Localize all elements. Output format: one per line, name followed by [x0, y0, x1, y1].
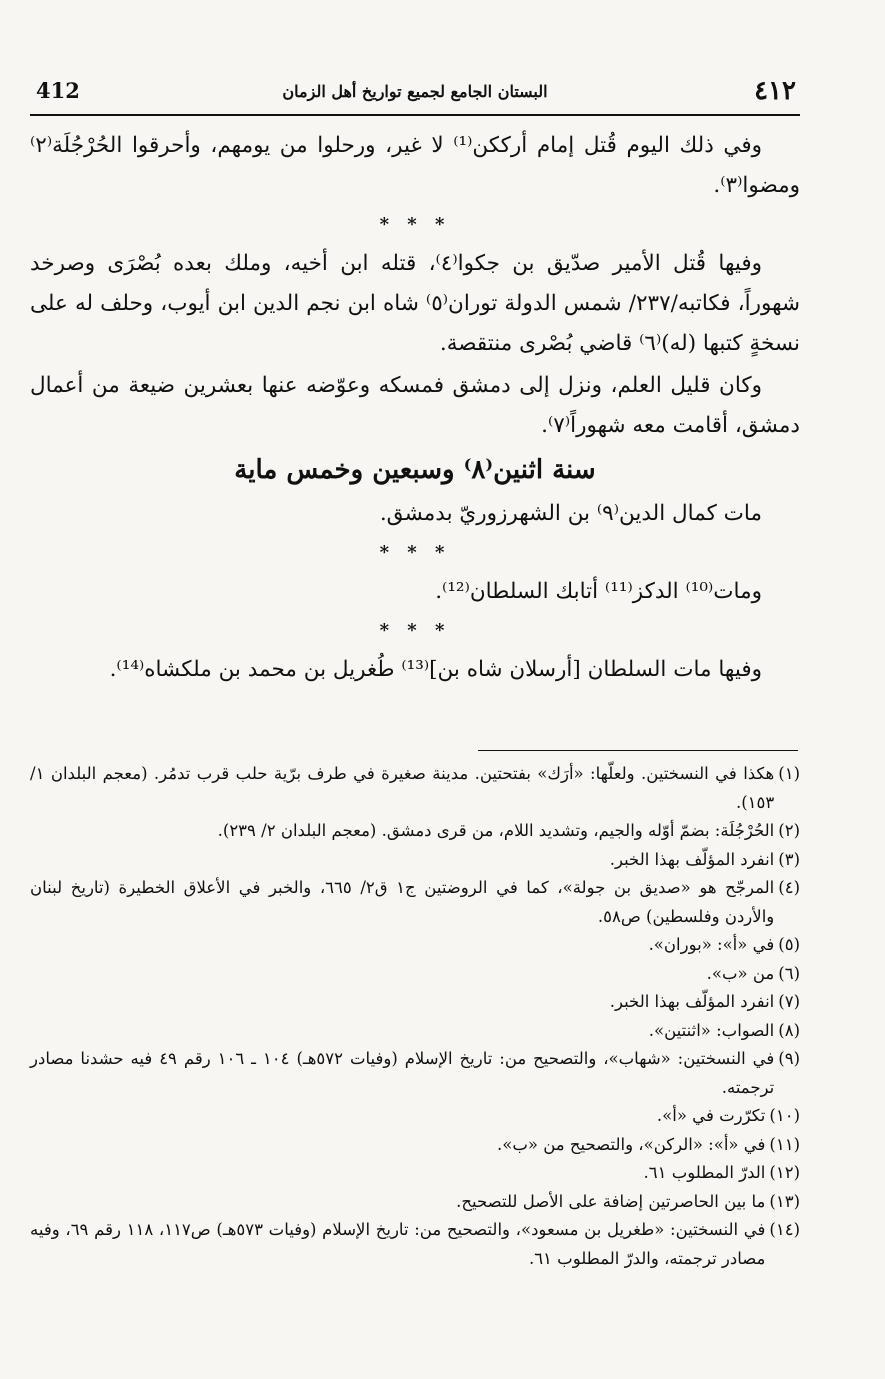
footnote-item: [30, 817, 800, 846]
footnote-number: (٩): [778, 1049, 800, 1068]
footnote-text: المرجّح هو «صديق بن جولة»، كما في الروضتين ج١ ق٢/ ٦٦٥، والخبر في الأعلاق الخطيرة (تاريخ لبنان والأردن وفلسطين) ص٥٨.: [30, 878, 775, 926]
footnote-text: في النسختين: «طغريل بن مسعود»، والتصحيح من: تاريخ الإسلام (وفيات ٥٧٣هـ) ص١١٧، ١١٨ رقم ٦٩، وفيه مصادر ترجمته، والدرّ المطلوب ٦١.: [30, 1220, 766, 1268]
page-number-arabic: ٤١٢: [754, 76, 796, 106]
paragraph: ومات⁽¹⁰⁾ الدكز⁽¹¹⁾ أتابك السلطان⁽¹²⁾.: [435, 579, 762, 604]
paragraph: وفي ذلك اليوم قُتل إمام أرككن⁽¹⁾ لا غير، ورحلوا من يومهم، وأحرقوا الحُرْجُلَة⁽٢⁾ ومضوا⁽٣⁾.: [30, 133, 800, 198]
footnote-item: [30, 1102, 800, 1131]
footnote-item: [30, 760, 800, 817]
footnote-item: [30, 988, 800, 1017]
footnote-text: في «أ»: «الركن»، والتصحيح من «ب».: [497, 1134, 766, 1154]
footnote-text: انفرد المؤلّف بهذا الخبر.: [609, 849, 775, 869]
footnotes: [30, 760, 800, 1273]
footnote-item: [30, 1131, 800, 1160]
paragraph: مات كمال الدين⁽٩⁾ بن الشهرزوريّ بدمشق.: [379, 501, 762, 526]
main-text: [30, 126, 800, 692]
footnote-number: (٣): [778, 849, 800, 869]
footnote-number: (١): [778, 764, 800, 783]
footnote-item: [30, 960, 800, 989]
footnote-item: [30, 1159, 800, 1188]
footnote-text: هكذا في النسختين. ولعلّها: «أرَك» بفتحتين. مدينة صغيرة في طرف برّية حلب قرب تدمُر. (معجم البلدان ١/ ١٥٣).: [30, 764, 775, 812]
footnote-number: (٨): [778, 1020, 800, 1040]
footnote-text: في النسختين: «شهاب»، والتصحيح من: تاريخ الإسلام (وفيات ٥٧٢هـ) ١٠٤ ـ ١٠٦ رقم ٤٩ فيه حشدنا مصادر ترجمته.: [30, 1049, 775, 1097]
footnote-text: ما بين الحاصرتين إضافة على الأصل للتصحيح.: [456, 1191, 766, 1211]
footnote-number: (١٣): [769, 1191, 800, 1211]
footnote-text: انفرد المؤلّف بهذا الخبر.: [609, 992, 775, 1011]
footnote-item: [30, 1188, 800, 1217]
footnote-text: من «ب».: [706, 963, 775, 983]
footnote-item: [30, 1017, 800, 1046]
footnote-text: تكرّرت في «أ».: [656, 1106, 766, 1125]
paragraph: وفيها قُتل الأمير صدّيق بن جكوا⁽٤⁾، قتله ابن أخيه، وملك بعده بُصْرَى وصرخد شهوراً، فكاتبه/٢٣٧/ شمس الدولة توران⁽٥⁾ شاه ابن نجم الدين ابن أيوب، وحلف له على نسخةٍ كتبها (له)⁽٦⁾ قاضي بُصْرى منتقصة.: [30, 251, 800, 356]
page-header: [30, 76, 800, 116]
page-number-latin: 412: [36, 78, 80, 103]
footnote-item: [30, 931, 800, 960]
running-title: البستان الجامع لجميع تواريخ أهل الزمان: [282, 82, 548, 101]
footnote-item: [30, 846, 800, 875]
footnote-item: [30, 874, 800, 931]
paragraph: وكان قليل العلم، ونزل إلى دمشق فمسكه وعوّضه عنها بعشرين ضيعة من أعمال دمشق، أقامت معه شهوراً⁽٧⁾.: [30, 373, 800, 438]
footnote-number: (٤): [778, 878, 800, 897]
footnote-text: الصواب: «اثنتين».: [648, 1020, 775, 1040]
paragraph: وفيها مات السلطان [أرسلان شاه بن]⁽¹³⁾ طُغريل بن محمد بن ملكشاه⁽¹⁴⁾.: [109, 657, 762, 682]
footnote-number: (٦): [778, 963, 800, 983]
footnote-number: (١١): [769, 1134, 800, 1154]
footnote-number: (٥): [778, 935, 800, 954]
section-separator: * * *: [379, 214, 451, 235]
footnote-number: (١٢): [769, 1163, 800, 1182]
section-separator: * * *: [379, 542, 451, 563]
footnote-number: (٧): [778, 992, 800, 1011]
footnote-number: (٢): [778, 821, 800, 840]
footnote-text: الحُرْجُلَة: بضمّ أوّله والجيم، وتشديد اللام، من قرى دمشق. (معجم البلدان ٢/ ٢٣٩).: [217, 821, 775, 840]
footnote-item: [30, 1216, 800, 1273]
footnote-separator: [478, 750, 798, 751]
footnote-number: (١٤): [769, 1220, 800, 1239]
footnote-number: (١٠): [769, 1106, 800, 1125]
footnote-text: في «أ»: «بوران».: [648, 935, 775, 954]
year-heading: سنة اثنين⁽٨⁾ وسبعين وخمس ماية: [234, 455, 596, 485]
footnote-item: [30, 1045, 800, 1102]
footnote-text: الدرّ المطلوب ٦١.: [643, 1163, 766, 1182]
section-separator: * * *: [379, 620, 451, 641]
